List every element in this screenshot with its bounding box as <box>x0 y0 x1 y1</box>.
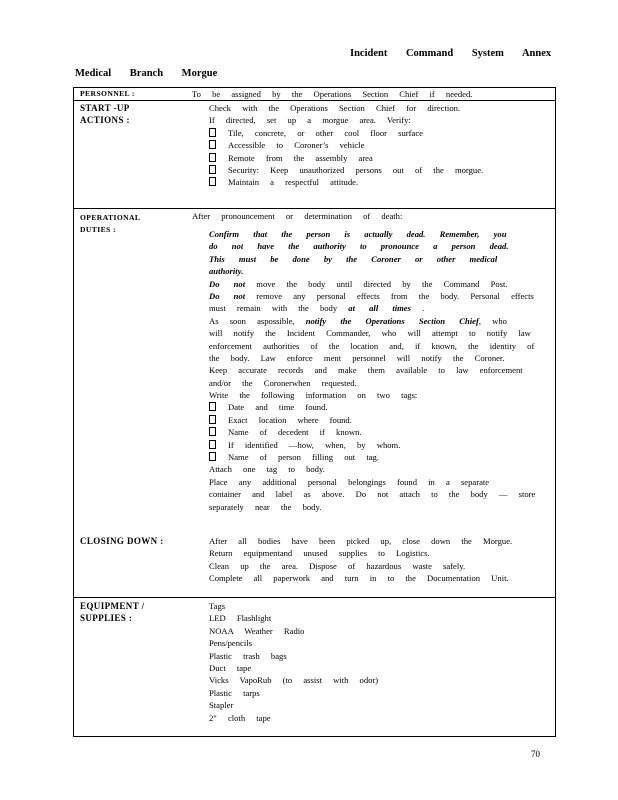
list-item: This must be done by the Coroner or other medical <box>209 253 498 264</box>
list-item: If directed, set up a morgue area. Verify: <box>209 115 411 126</box>
list-item: Tile, concrete, or other cool floor surface <box>209 127 483 139</box>
closing-label: CLOSING DOWN : <box>80 536 164 546</box>
list-item: After all bodies have been picked up, close down the Morgue. <box>209 536 513 546</box>
page-number: 70 <box>531 749 540 759</box>
list-item: separately near the body. <box>209 501 322 512</box>
list-item: Keep accurate records and make them available to law enforcement <box>209 365 523 376</box>
list-item: the body. Law enforce ment personnel will notify the Coroner. <box>209 352 505 363</box>
list-item: Write the following information on two tags: <box>209 390 418 401</box>
annex-title: Incident Command System Annex <box>350 48 552 59</box>
operational-intro: After pronouncement or determination of death: <box>192 211 403 221</box>
equipment-label: EQUIPMENT / SUPPLIES : <box>80 601 145 623</box>
list-item: LED Flashlight <box>209 613 272 624</box>
list-item: enforcement authorities of the location and, if known, the identity of <box>209 340 535 351</box>
operational-duties <box>209 228 535 513</box>
role-table <box>73 87 556 737</box>
list-item: Exact location where found. <box>209 414 535 426</box>
list-item: Check with the Operations Section Chief for direction. <box>209 103 461 113</box>
list-item: Attach one tag to body. <box>209 464 325 475</box>
list-item: Tags <box>209 601 226 611</box>
row-divider <box>74 208 555 209</box>
list-item: authority. <box>209 266 244 277</box>
list-item: Plastic tarps <box>209 687 260 698</box>
list-item: Accessible to Coroner’s vehicle <box>209 139 483 151</box>
personnel-value: To be assigned by the Operations Section Chief if needed. <box>192 89 473 99</box>
list-item: and/or the Coronerwhen requested. <box>209 377 357 388</box>
list-item: Do not move the body until directed by the Command Post. <box>209 278 508 289</box>
operational-label: OPERATIONAL DUTIES : <box>80 213 141 234</box>
list-item: Confirm that the person is actually dead. Remember, you <box>209 229 507 239</box>
list-item: container and label as above. Do not attach to the body — store <box>209 489 536 500</box>
startup-actions <box>209 102 483 189</box>
list-item: As soon aspossible, notify the Operations Section Chief, who <box>209 315 507 326</box>
list-item: Plastic trash bags <box>209 650 287 661</box>
list-item: do not have the authority to pronounce a person dead. <box>209 241 509 252</box>
list-item: Complete all paperwork and turn in to the Documentation Unit. <box>209 573 509 584</box>
list-item: Remote from the assembly area <box>209 152 483 164</box>
list-item: If identified —how, when, by whom. <box>209 439 535 451</box>
equipment-list <box>209 600 378 724</box>
startup-label: START -UP ACTIONS : <box>80 103 130 125</box>
list-item: Name of decedent if known. <box>209 426 535 438</box>
list-item: Place any additional personal belongings found in a separate <box>209 476 490 487</box>
list-item: Stapler <box>209 700 234 711</box>
list-item: Maintain a respectful attitude. <box>209 176 483 188</box>
list-item: must remain with the body at all times . <box>209 303 425 314</box>
list-item: Name of person filling out tag. <box>209 451 535 463</box>
list-item: Vicks VapoRub (to assist with odor) <box>209 675 379 686</box>
personnel-label: PERSONNEL : <box>80 89 135 98</box>
section-title: Medical Branch Morgue <box>75 68 218 79</box>
list-item: NOAA Weather Radio <box>209 625 305 636</box>
list-item: will notify the Incident Commander, who will attempt to notify law <box>209 328 531 339</box>
list-item: Security: Keep unauthorized persons out of the morgue. <box>209 164 483 176</box>
row-divider <box>74 597 555 598</box>
list-item: Return equipmentand unused supplies to Logistics. <box>209 548 430 559</box>
closing-steps <box>209 535 512 585</box>
list-item: Do not remove any personal effects from the body. Personal effects <box>209 290 534 301</box>
list-item: Clean up the area. Dispose of hazardous waste safely. <box>209 560 466 571</box>
list-item: 2" cloth tape <box>209 712 271 723</box>
list-item: Date and time found. <box>209 401 535 413</box>
list-item: Duct tape <box>209 662 252 673</box>
list-item: Pens/pencils <box>209 638 252 649</box>
